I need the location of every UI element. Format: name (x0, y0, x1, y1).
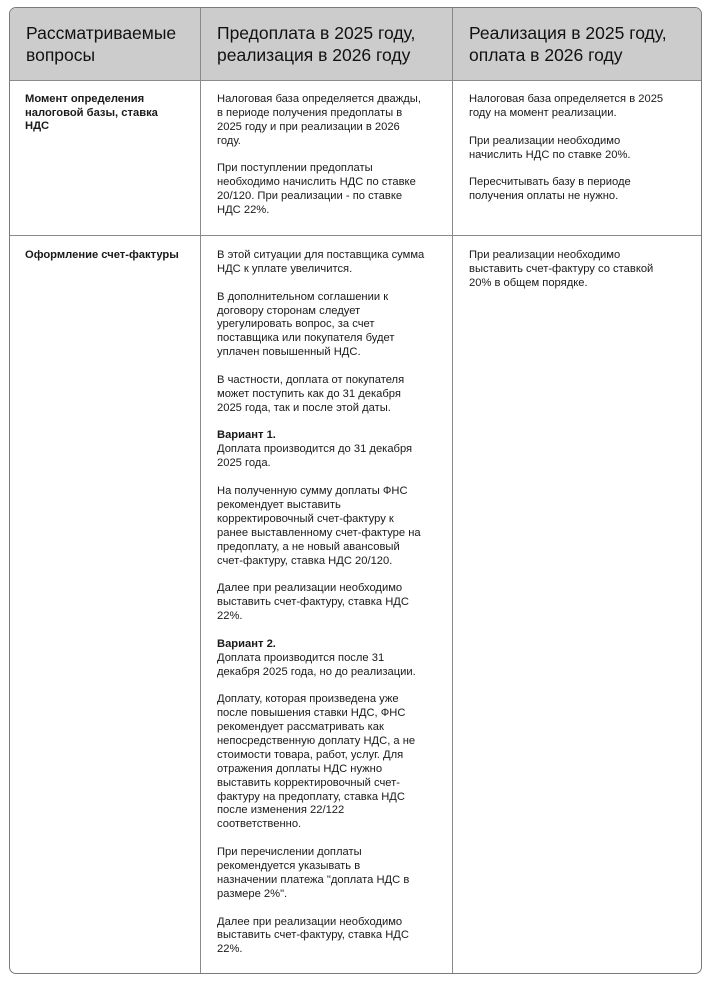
paragraph-text: Далее при реализации необходимо выставить счет-фактуру, ставка НДС 22%. (217, 915, 409, 956)
paragraph-text: При поступлении предоплаты необходимо начислить НДС по ставке 20/120. При реализации - по ставке НДС 22%. (217, 162, 416, 217)
paragraph-text: Доплата производится после 31 декабря 2025 года, но до реализации. (217, 651, 416, 678)
row-label-text: Оформление счет-фактуры (25, 249, 179, 261)
paragraph (217, 429, 442, 471)
paragraph-text: В частности, доплата от покупателя может поступить как до 31 декабря 2025 года, так и после этой даты. (217, 373, 405, 414)
header-col-sale-2025: Реализация в 2025 году, оплата в 2026 году (453, 8, 701, 81)
header-col-questions: Рассматриваемые вопросы (10, 8, 201, 81)
paragraph (217, 485, 442, 568)
paragraph (217, 291, 442, 361)
paragraph-text: Пересчитывать базу в периоде получения оплаты не нужно. (469, 176, 631, 203)
cell-invoice-prepayment (201, 236, 453, 973)
row-label-text: Момент определения налоговой базы, ставка НДС (25, 93, 158, 133)
paragraph (217, 249, 442, 277)
variant-heading: Вариант 2. (217, 637, 276, 650)
paragraph (217, 693, 442, 832)
paragraph (217, 374, 442, 416)
variant-heading: Вариант 1. (217, 429, 276, 442)
paragraph (217, 93, 442, 149)
paragraph-text: Доплату, которая произведена уже после повышения ставки НДС, ФНС рекомендует рассматривать как непосредственную доплату НДС, а не стоимости товара, работ, услуг. Для отражения доплаты НДС нужно выставить корректировочный счет- фактуру на предоплату, ставка НДС после изменения 22/122 соответственно. (217, 693, 416, 831)
paragraph (217, 916, 442, 958)
cell-invoice-sale (453, 236, 701, 973)
cell-tax-base-prepayment (201, 81, 453, 236)
paragraph (217, 846, 442, 902)
paragraph-text: При реализации необходимо выставить счет-фактуру со ставкой 20% в общем порядке. (469, 249, 654, 289)
paragraph-text: На полученную сумму доплаты ФНС рекомендует выставить корректировочный счет-фактуру к ранее выставленному счет-фактуре на предоплату, а не новый авансовый счет-фактуру, ставка НДС 20/120. (217, 484, 421, 567)
paragraph-text: Доплата производится до 31 декабря 2025 года. (217, 443, 413, 470)
paragraph (217, 638, 442, 680)
paragraph (217, 582, 442, 624)
paragraph (469, 135, 691, 163)
paragraph-text: При перечислении доплаты рекомендуется указывать в назначении платежа "доплата НДС в размере 2%". (217, 846, 410, 900)
paragraph (469, 93, 691, 121)
vat-comparison-table (9, 7, 702, 974)
paragraph-text: В дополнительном соглашении к договору сторонам следует урегулировать вопрос, за счет поставщика или покупателя будет уплачен повышенный НДС. (217, 290, 395, 359)
header-col-prepayment-2025: Предоплата в 2025 году, реализация в 2026 году (201, 8, 453, 81)
paragraph-text: При реализации необходимо начислить НДС по ставке 20%. (469, 134, 631, 161)
paragraph-text: В этой ситуации для поставщика сумма НДС к уплате увеличится. (217, 249, 425, 275)
paragraph-text: Далее при реализации необходимо выставить счет-фактуру, ставка НДС 22%. (217, 582, 409, 623)
cell-tax-base-sale (453, 81, 701, 236)
row-label-tax-base (10, 81, 201, 236)
row-label-invoice (10, 236, 201, 973)
paragraph-text: Налоговая база определяется дважды, в периоде получения предоплаты в 2025 году и при реализации в 2026 году. (217, 93, 421, 147)
paragraph (469, 176, 691, 204)
paragraph (469, 249, 691, 291)
paragraph-text: Налоговая база определяется в 2025 году на момент реализации. (469, 93, 664, 119)
paragraph (217, 162, 442, 218)
